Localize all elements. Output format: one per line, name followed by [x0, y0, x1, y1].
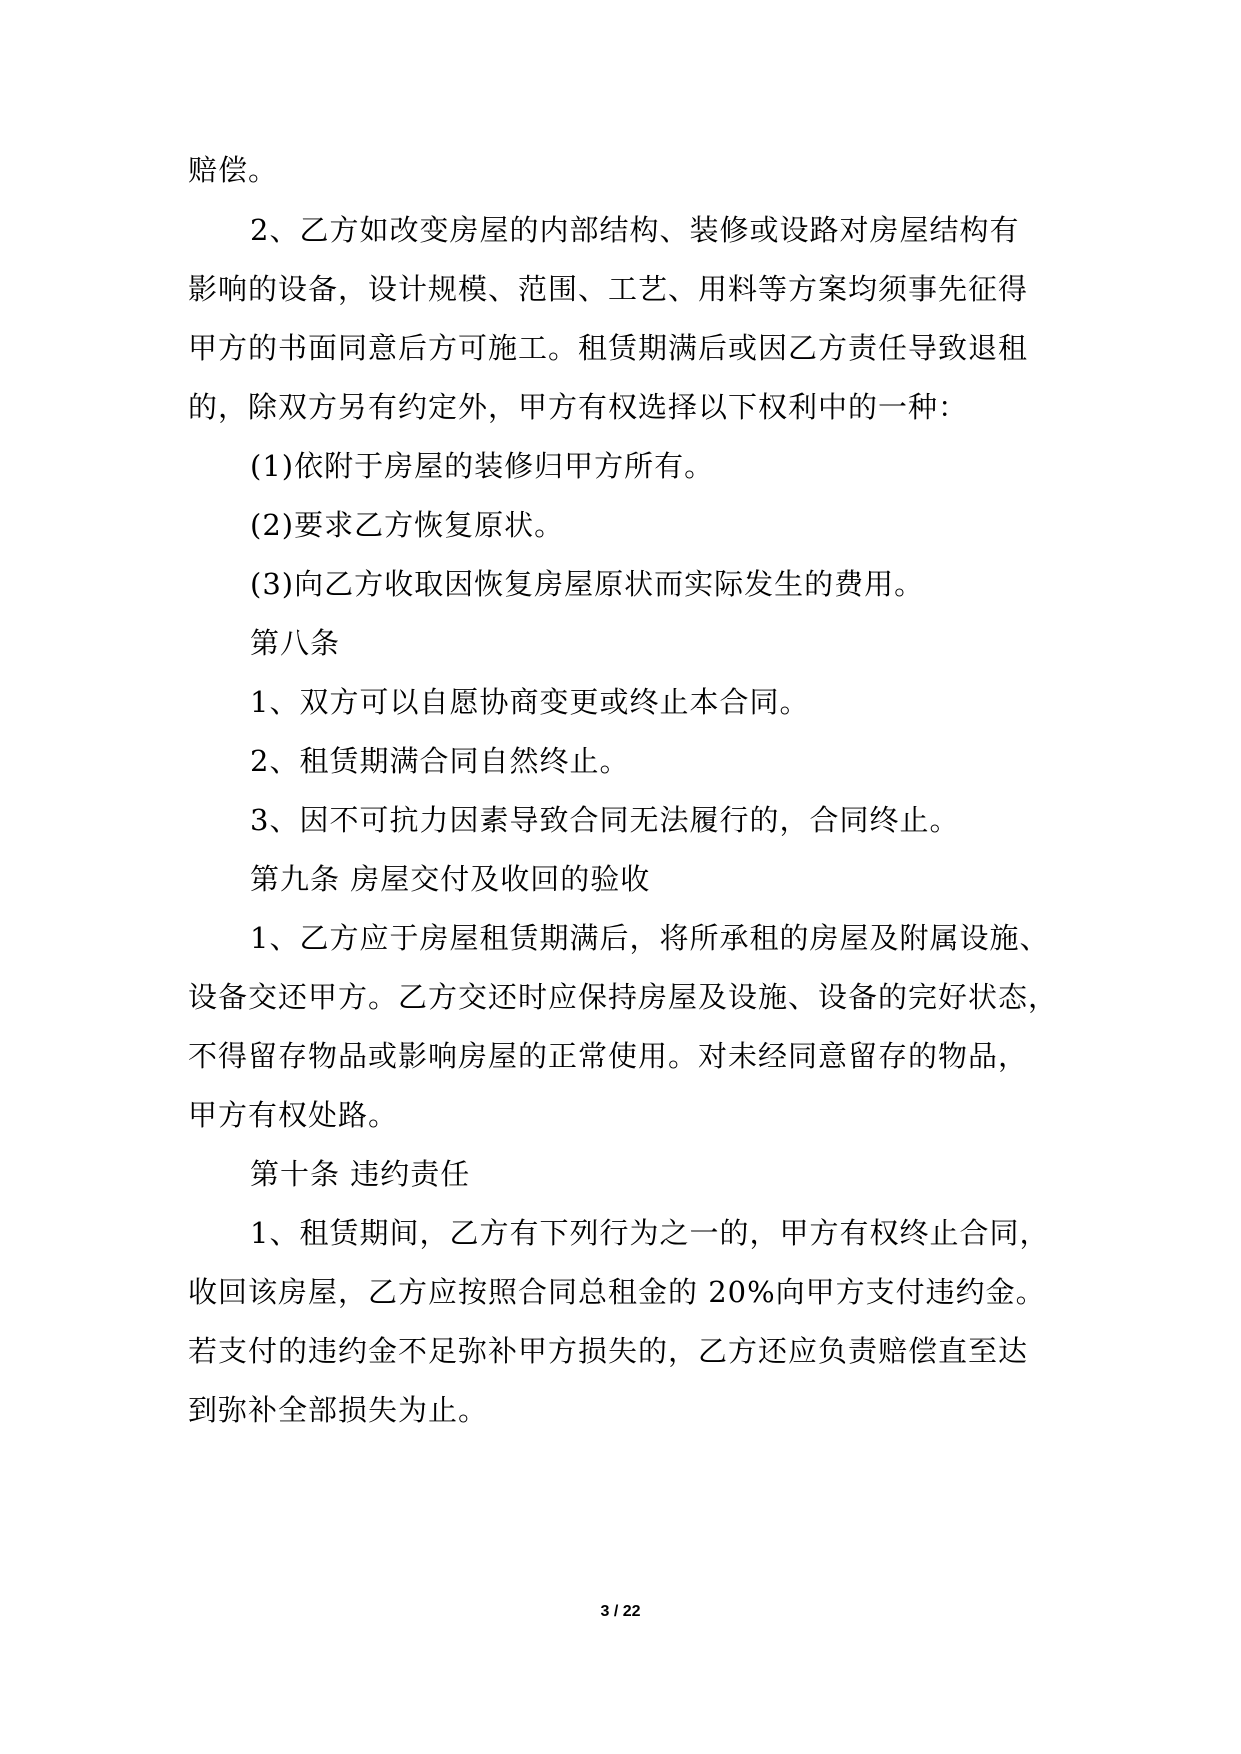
- text-line: 到弥补全部损失为止。: [188, 1393, 489, 1427]
- text-line: 设备交还甲方。乙方交还时应保持房屋及设施、设备的完好状态，: [188, 980, 1059, 1014]
- text-line: (3)向乙方收取因恢复房屋原状而实际发生的费用。: [250, 567, 925, 601]
- text-line: 1、租赁期间，乙方有下列行为之一的，甲方有权终止合同，: [250, 1216, 1050, 1250]
- text-line: 影响的设备，设计规模、范围、工艺、用料等方案均须事先征得: [188, 272, 1029, 306]
- section-heading: 第九条 房屋交付及收回的验收: [250, 862, 651, 896]
- text-line: 的，除双方另有约定外，甲方有权选择以下权利中的一种：: [188, 390, 969, 424]
- text-line: 3、因不可抗力因素导致合同无法履行的，合同终止。: [250, 803, 960, 837]
- text-line: 若支付的违约金不足弥补甲方损失的，乙方还应负责赔偿直至达: [188, 1334, 1029, 1368]
- text-line: 甲方有权处路。: [188, 1098, 399, 1132]
- text-line: 不得留存物品或影响房屋的正常使用。对未经同意留存的物品，: [188, 1039, 1029, 1073]
- text-line: 收回该房屋，乙方应按照合同总租金的 20%向甲方支付违约金。: [188, 1275, 1046, 1309]
- text-line: 2、乙方如改变房屋的内部结构、装修或设路对房屋结构有: [250, 213, 1020, 247]
- section-heading: 第八条: [250, 626, 341, 660]
- text-line: 2、租赁期满合同自然终止。: [250, 744, 630, 778]
- text-line: 甲方的书面同意后方可施工。租赁期满后或因乙方责任导致退租: [188, 331, 1029, 365]
- text-line: 1、双方可以自愿协商变更或终止本合同。: [250, 685, 810, 719]
- text-line: (2)要求乙方恢复原状。: [250, 508, 565, 542]
- section-heading: 第十条 违约责任: [250, 1157, 471, 1191]
- text-line: (1)依附于房屋的装修归甲方所有。: [250, 449, 715, 483]
- page-number: 3 / 22: [600, 1603, 641, 1620]
- text-line: 赔偿。: [188, 153, 279, 187]
- text-line: 1、乙方应于房屋租赁期满后，将所承租的房屋及附属设施、: [250, 921, 1050, 955]
